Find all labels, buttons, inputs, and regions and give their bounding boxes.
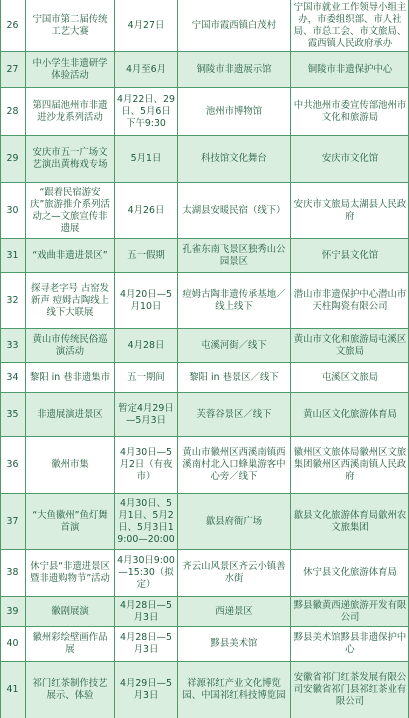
activity-place: 齐云山风景区齐云小镇善水街 [178, 550, 291, 596]
activity-name: 安庆市五一广场文艺演出黄梅戏专场 [26, 136, 115, 182]
activity-organizer: 中共池州市委宣传部池州市文化和旅游局 [293, 99, 407, 123]
table-row [0, 393, 409, 437]
activity-name: 探寻老字号 古窑发新声 痘姆古陶线上线下大联展 [26, 273, 115, 328]
activity-date: 4月28日 [115, 329, 178, 362]
activity-place: 西递景区 [178, 597, 291, 626]
activity-name: 宁国市第二届传统工艺大赛 [26, 0, 115, 51]
activity-place: 太湖县安暖民宿（线下） [178, 183, 291, 238]
activity-place: 铜陵市非遗展示馆 [178, 52, 291, 87]
activity-organizer: 安庆市文旅局太湖县人民政府 [293, 198, 407, 222]
row-number: 26 [0, 0, 26, 51]
table-row [0, 494, 409, 550]
table-row [0, 363, 409, 393]
activity-date: 4月29日—5月3日 [115, 662, 178, 718]
activity-organizer: 宁国市就业工作领导小组主办，市委组织部、市人社局、市总工会、市文旅局、霞西镇人民政府承办 [293, 1, 407, 49]
activity-date: 4月20日—5月10日 [115, 273, 178, 328]
row-number: 34 [0, 363, 26, 392]
row-number: 31 [0, 239, 26, 272]
table-row [0, 183, 409, 239]
activity-date: 五一假期 [115, 239, 178, 272]
activity-date: 4月28日—5月3日 [115, 597, 178, 626]
activity-place: 屯溪河街／线下 [178, 329, 291, 362]
activity-organizer: 屯溪区文旅局 [321, 371, 379, 383]
activity-name: 第四届池州市非遗进沙龙系列活动 [26, 88, 115, 135]
activity-name: 中小学生非遗研学体验活动 [26, 52, 115, 87]
table-row [0, 437, 409, 494]
row-number: 29 [0, 136, 26, 182]
activity-date: 4月至6月 [115, 52, 178, 87]
activity-name: 休宁县“非遗进景区暨非遗购物节”活动 [26, 550, 115, 596]
activity-organizer: 休宁县文化旅游体育局 [303, 567, 397, 578]
activity-name: “戏曲非遗进景区” [26, 239, 115, 272]
row-number: 36 [0, 437, 26, 493]
activity-place: 祥源祁红产业文化博览园、中国祁红科技博览园 [178, 662, 291, 718]
activity-date: 4月22日、29日、5月6日下午9:30 [115, 88, 178, 135]
activity-organizer: 黟县徽黄西递旅游开发有限公司 [293, 599, 407, 623]
activity-name: “大鱼徽州”鱼灯舞首演 [26, 494, 115, 549]
activity-name: “跟着民宿游安庆”旅游推介系列活动之—文旅宣传非遗展 [26, 183, 115, 238]
activity-date: 暂定4月29日—5月3日 [115, 393, 178, 436]
table-row [0, 329, 409, 363]
activity-name: 徽剧展演 [26, 597, 115, 626]
table-row [0, 239, 409, 273]
activity-date: 4月26日 [115, 183, 178, 238]
activity-organizer: 安徽省祁门红茶发展有限公司安徽省祁门县祁红茶业有限公司 [293, 672, 407, 707]
row-number: 30 [0, 183, 26, 238]
activity-place: 芙蓉谷景区／线下 [178, 393, 291, 436]
activity-organizer: 铜陵市非遗保护中心 [307, 63, 393, 75]
table-row [0, 0, 409, 52]
activity-place: 痘姆古陶非遗传承基地／线上线下 [178, 273, 291, 328]
table-row [0, 273, 409, 329]
table-row [0, 550, 409, 597]
activity-place: 歙县府衙广场 [178, 494, 291, 549]
activity-place: 孔雀东南飞景区独秀山公园景区 [178, 239, 291, 272]
activity-organizer: 黄山市文化和旅游局屯溪区文旅局 [293, 333, 407, 357]
activity-date: 4月30日9:00—15:30（拟定） [115, 550, 178, 596]
activity-place: 科技馆文化舞台 [178, 136, 291, 182]
activity-date: 五一期间 [115, 363, 178, 392]
activity-name: 徽州市集 [26, 437, 115, 493]
table-row [0, 662, 409, 718]
activity-organizer: 黄山区文化旅游体育局 [303, 408, 397, 420]
activity-name: 黎阳 in 巷非遗集市 [26, 363, 115, 392]
row-number: 39 [0, 597, 26, 626]
table-row [0, 52, 409, 88]
activity-date: 5月1日 [115, 136, 178, 182]
activity-name: 祁门红茶制作技艺展示、体验 [26, 662, 115, 718]
row-number: 32 [0, 273, 26, 328]
activity-organizer: 歙县文化旅游体育局歙州农文旅集团 [293, 509, 407, 533]
activity-organizer: 徽州区文旅体局徽州区文旅集团徽州区西溪南镇人民政府 [293, 447, 407, 482]
activity-date: 4月27日 [115, 0, 178, 51]
row-number: 38 [0, 550, 26, 596]
row-number: 41 [0, 662, 26, 718]
table-row [0, 88, 409, 136]
activity-place: 池州市博物馆 [178, 88, 291, 135]
table-row [0, 627, 409, 662]
activity-name: 非遗展演进景区 [26, 393, 115, 436]
activity-place: 黄山市徽州区西溪南镇西溪南村北入口蜂巢游客中心旁／线下 [178, 437, 291, 493]
row-number: 28 [0, 88, 26, 135]
row-number: 40 [0, 627, 26, 661]
activity-organizer: 安庆市文化馆 [321, 153, 379, 164]
table-row [0, 597, 409, 627]
row-number: 37 [0, 494, 26, 549]
row-number: 35 [0, 393, 26, 436]
activity-date: 4月30日—5月2日（有夜市） [115, 437, 178, 493]
activity-date: 4月28日—5月3日 [115, 627, 178, 661]
activity-organizer: 潜山市非遗保护中心潜山市天柱陶瓷有限公司 [293, 288, 407, 312]
table-row [0, 136, 409, 183]
activity-name: 徽州彩绘壁画作品展 [26, 627, 115, 661]
activity-place: 宁国市霞西镇白茂村 [178, 0, 291, 51]
row-number: 27 [0, 52, 26, 87]
activity-date: 4月30日、5月1日、5月2日、5月3日19:00—20:00 [115, 494, 178, 549]
activity-organizer: 黟县美术馆黟县非遗保护中心 [293, 632, 407, 655]
activity-place: 黎阳 in 巷景区／线下 [178, 363, 291, 392]
activity-place: 黟县美术馆 [178, 627, 291, 661]
activity-name: 黄山市传统民俗巡演活动 [26, 329, 115, 362]
row-number: 33 [0, 329, 26, 362]
activity-organizer: 怀宁县文化馆 [321, 249, 379, 261]
